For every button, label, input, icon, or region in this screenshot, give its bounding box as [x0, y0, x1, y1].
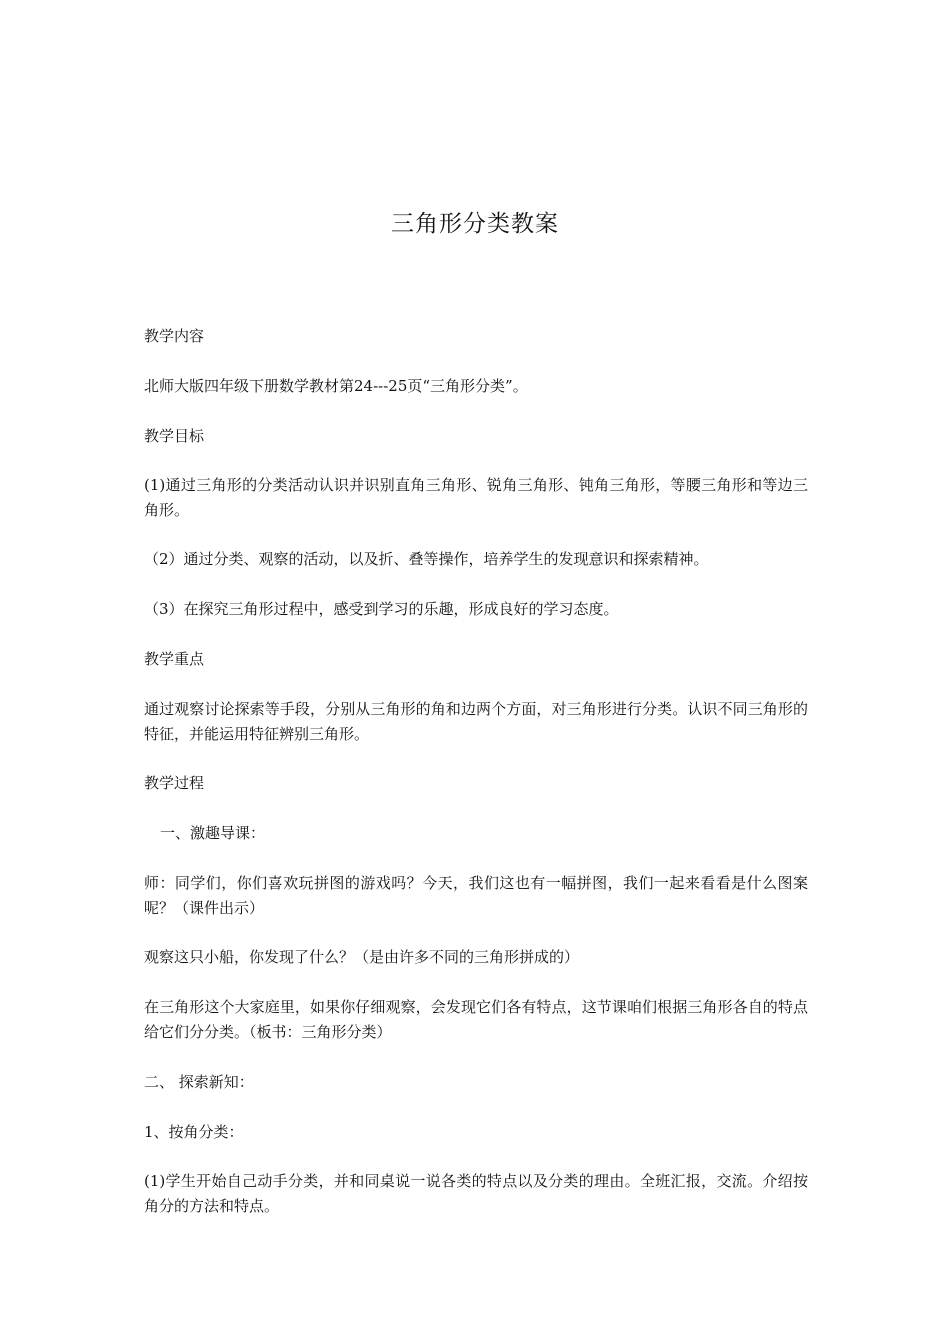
paragraph-triangle-family: 在三角形这个大家庭里，如果你仔细观察，会发现它们各有特点，这节课咱们根据三角形各自的特点给它们分分类。（板书：三角形分类）	[144, 998, 808, 1041]
paragraph-focus: 通过观察讨论探索等手段，分别从三角形的角和边两个方面，对三角形进行分类。认识不同三角形的特征，并能运用特征辨别三角形。	[144, 700, 808, 743]
paragraph-goal-1: (1)通过三角形的分类活动认识并识别直角三角形、锐角三角形、钝角三角形，等腰三角形和等边三角形。	[144, 476, 808, 519]
heading-teaching-goals: 教学目标	[144, 427, 205, 445]
document-title: 三角形分类教案	[391, 211, 559, 237]
heading-teaching-content: 教学内容	[144, 327, 205, 345]
paragraph-goal-2: （2）通过分类、观察的活动，以及折、叠等操作，培养学生的发现意识和探索精神。	[144, 550, 709, 568]
heading-section-1: 一、激趣导课：	[160, 824, 266, 842]
paragraph-goal-3: （3）在探究三角形过程中，感受到学习的乐趣，形成良好的学习态度。	[144, 600, 619, 618]
heading-teaching-focus: 教学重点	[144, 650, 205, 668]
paragraph-observe-boat: 观察这只小船，你发现了什么？（是由许多不同的三角形拼成的）	[144, 948, 580, 966]
heading-classify-by-angle: 1、按角分类：	[144, 1123, 244, 1141]
heading-section-2: 二、 探索新知：	[144, 1073, 254, 1091]
paragraph-student-activity: (1)学生开始自己动手分类，并和同桌说一说各类的特点以及分类的理由。全班汇报，交流。介绍按角分的方法和特点。	[144, 1172, 808, 1215]
paragraph-textbook-reference: 北师大版四年级下册数学教材第24---25页“三角形分类”。	[144, 377, 528, 395]
paragraph-teacher-intro: 师：同学们，你们喜欢玩拼图的游戏吗？今天，我们这也有一幅拼图，我们一起来看看是什么图案呢？（课件出示）	[144, 874, 808, 917]
heading-teaching-process: 教学过程	[144, 774, 205, 792]
